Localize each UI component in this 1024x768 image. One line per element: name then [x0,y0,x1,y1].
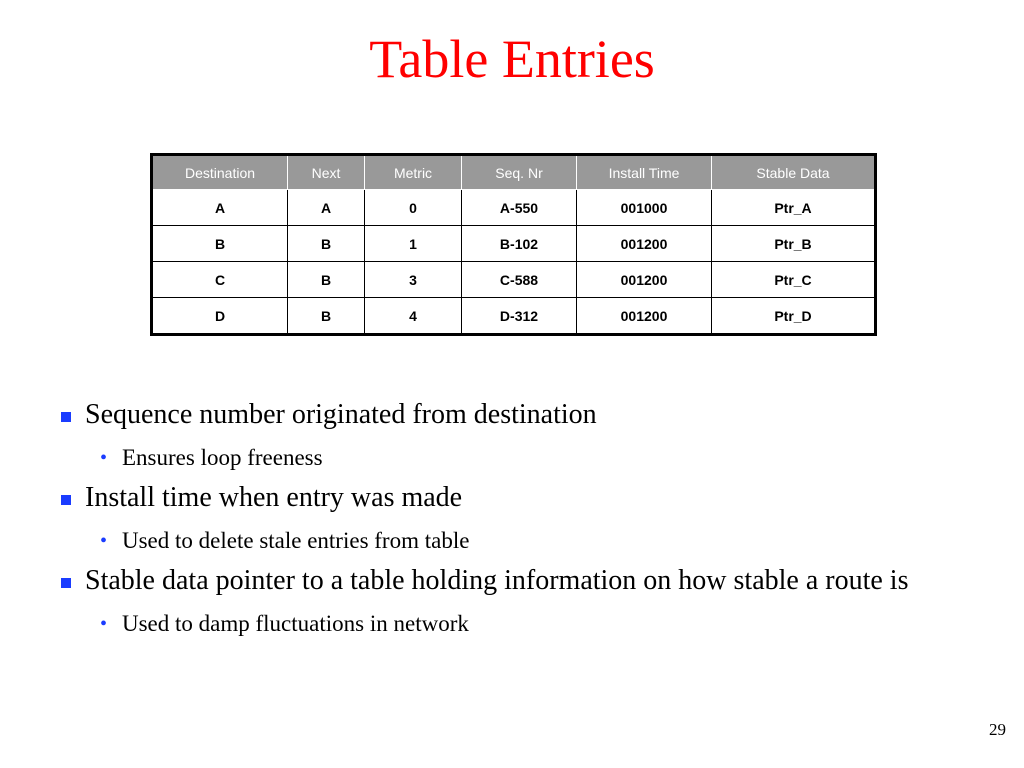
table-cell: 001000 [577,190,712,226]
sub-bullet-item [60,444,980,472]
table-cell: B [288,226,365,262]
table-cell: 0 [365,190,462,226]
table-row [152,190,876,226]
square-bullet-icon [61,578,71,588]
bullet-text: Sequence number originated from destination [85,399,597,430]
bullet-text: Stable data pointer to a table holding information on how stable a route is [85,565,909,596]
table-row [152,298,876,335]
table-cell: 3 [365,262,462,298]
table-cell: Ptr_D [712,298,876,335]
column-header-install-time: Install Time [577,155,712,190]
table-cell: D [152,298,288,335]
table-row [152,226,876,262]
routing-table [150,153,877,336]
bullet-list [60,392,980,648]
bullet-item [60,482,980,514]
table-cell: B [288,298,365,335]
bullet-item [60,565,980,597]
column-header-metric: Metric [365,155,462,190]
table-cell: C [152,262,288,298]
dot-bullet-icon: • [100,613,108,635]
table-cell: Ptr_C [712,262,876,298]
table-cell: Ptr_A [712,190,876,226]
table-cell: C-588 [462,262,577,298]
table-cell: 4 [365,298,462,335]
dot-bullet-icon: • [100,447,108,469]
dot-bullet-icon: • [100,530,108,552]
table-header-row [152,155,876,190]
sub-bullet-text: Ensures loop freeness [122,445,323,470]
table-cell: B [152,226,288,262]
column-header-stable-data: Stable Data [712,155,876,190]
sub-bullet-text: Used to delete stale entries from table [122,528,470,553]
table-row [152,262,876,298]
table-cell: 001200 [577,262,712,298]
table-cell: Ptr_B [712,226,876,262]
table-cell: 001200 [577,298,712,335]
slide-title: Table Entries [369,29,655,89]
table-cell: 1 [365,226,462,262]
table-cell: D-312 [462,298,577,335]
table-cell: A-550 [462,190,577,226]
square-bullet-icon [61,412,71,422]
bullet-item [60,399,980,431]
table-cell: A [288,190,365,226]
bullet-text: Install time when entry was made [85,482,463,513]
sub-bullet-item [60,527,980,555]
column-header-seq-nr: Seq. Nr [462,155,577,190]
table-cell: B [288,262,365,298]
column-header-destination: Destination [152,155,288,190]
table-cell: A [152,190,288,226]
table-cell: B-102 [462,226,577,262]
sub-bullet-item [60,610,980,638]
column-header-next: Next [288,155,365,190]
square-bullet-icon [61,495,71,505]
page-number: 29 [989,720,1006,739]
sub-bullet-text: Used to damp fluctuations in network [122,611,469,636]
table-cell: 001200 [577,226,712,262]
